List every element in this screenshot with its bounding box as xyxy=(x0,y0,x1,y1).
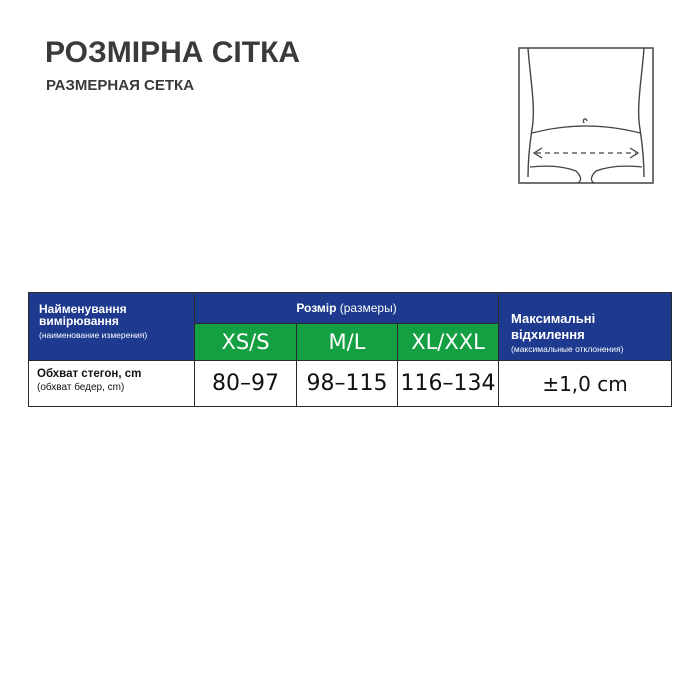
value-xl-xxl: 116–134 xyxy=(398,361,499,407)
measurement-name-header-label: Найменування вимірювання xyxy=(39,302,127,328)
deviation-header-sublabel: (максимальные отклонения) xyxy=(511,344,624,354)
page-title: РОЗМІРНА СІТКА xyxy=(45,36,301,69)
table-row xyxy=(29,361,672,407)
row-label-cell xyxy=(29,361,195,407)
row-sublabel: (обхват бедер, cm) xyxy=(37,382,125,393)
deviation-header xyxy=(499,293,672,361)
deviation-header-label: Максимальні відхилення xyxy=(511,311,596,342)
measurement-name-header xyxy=(29,293,195,361)
size-chart-table xyxy=(28,292,672,407)
size-header-label: Розмір xyxy=(296,301,337,315)
value-xs-s: 80–97 xyxy=(195,361,297,407)
page-subtitle: РАЗМЕРНАЯ СЕТКА xyxy=(46,77,195,94)
measurement-name-header-sublabel: (наименование измерения) xyxy=(39,330,148,340)
size-column-xs-s: XS/S xyxy=(195,324,297,361)
deviation-value: ±1,0 cm xyxy=(499,361,672,407)
row-label: Обхват стегон, cm xyxy=(37,368,142,380)
size-column-xl-xxl: XL/XXL xyxy=(398,324,499,361)
size-column-m-l: M/L xyxy=(297,324,398,361)
size-header xyxy=(195,293,499,324)
waist-measurement-figure-icon xyxy=(518,47,654,184)
value-m-l: 98–115 xyxy=(297,361,398,407)
size-header-sublabel: (размеры) xyxy=(339,301,397,315)
